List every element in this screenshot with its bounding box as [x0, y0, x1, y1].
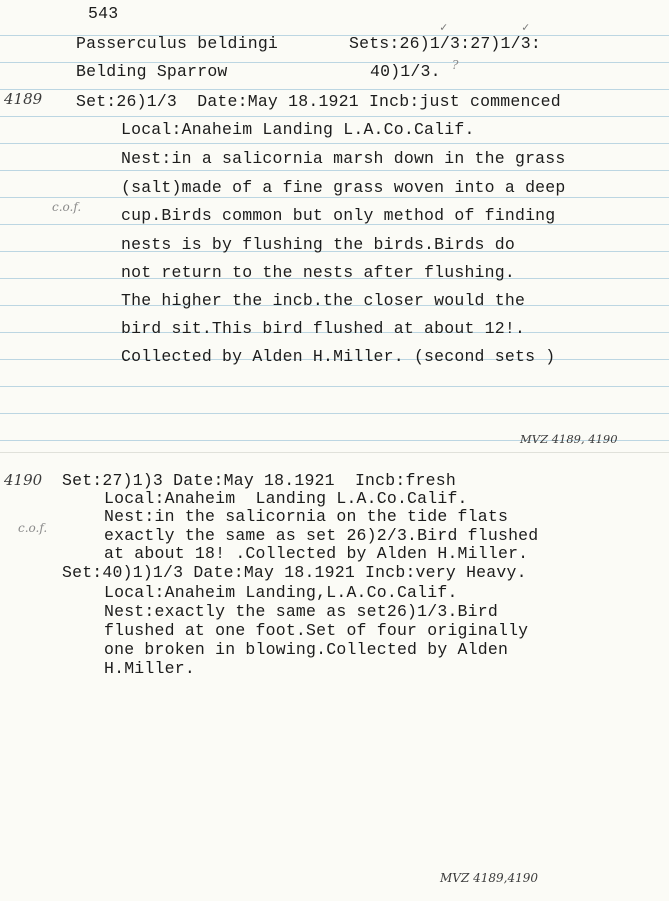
record-line: Nest:in the salicornia on the tide flats — [104, 507, 509, 526]
record-line: exactly the same as set 26)2/3.Bird flushed — [104, 526, 539, 545]
sets-summary-continued: 40)1/3. — [370, 62, 441, 81]
record-line: Local:Anaheim Landing,L.A.Co.Calif. — [104, 583, 458, 602]
record-line: The higher the incb.the closer would the — [121, 291, 526, 310]
check-mark-icon: ✓ — [522, 21, 530, 35]
record-line: not return to the nests after flushing. — [121, 263, 515, 282]
record-line: at about 18! .Collected by Alden H.Miller. — [104, 544, 529, 563]
pencil-margin-note: c.o.f. — [52, 200, 82, 214]
record-line: Collected by Alden H.Miller. (second sets ) — [121, 347, 556, 366]
record-line: Local:Anaheim Landing L.A.Co.Calif. — [121, 120, 475, 139]
common-name: Belding Sparrow — [76, 62, 228, 81]
record-line: (salt)made of a fine grass woven into a deep — [121, 178, 566, 197]
species-name: Passerculus beldingi — [76, 34, 279, 53]
record-line: nests is by flushing the birds.Birds do — [121, 235, 515, 254]
handwritten-catalog-number: 4189 — [4, 90, 43, 108]
mvz-stamp: MVZ 4189,4190 — [440, 871, 538, 885]
sets-summary: Sets:26)1/3:27)1/3: — [349, 34, 541, 53]
record-line: flushed at one foot.Set of four originally — [104, 621, 529, 640]
record-line: one broken in blowing.Collected by Alden — [104, 640, 509, 659]
record-line: Set:27)1)3 Date:May 18.1921 Incb:fresh — [62, 471, 456, 490]
record-line: Local:Anaheim Landing L.A.Co.Calif. — [104, 489, 468, 508]
record-line: Set:40)1)1/3 Date:May 18.1921 Incb:very Heavy. — [62, 563, 527, 582]
record-line: cup.Birds common but only method of finding — [121, 206, 556, 225]
mvz-stamp: MVZ 4189, 4190 — [520, 432, 618, 446]
check-mark-icon: ✓ — [440, 21, 448, 35]
record-line: Nest:in a salicornia marsh down in the grass — [121, 149, 566, 168]
pencil-margin-note: c.o.f. — [18, 521, 48, 535]
record-line: Set:26)1/3 Date:May 18.1921 Incb:just commenced — [76, 92, 561, 111]
record-line: Nest:exactly the same as set26)1/3.Bird — [104, 602, 498, 621]
card-number: 543 — [88, 4, 119, 23]
pencil-mark: ? — [452, 58, 459, 72]
specimen-card-bottom — [0, 452, 669, 901]
record-line: bird sit.This bird flushed at about 12!. — [121, 319, 526, 338]
record-line: H.Miller. — [104, 659, 195, 678]
handwritten-catalog-number: 4190 — [4, 471, 43, 489]
